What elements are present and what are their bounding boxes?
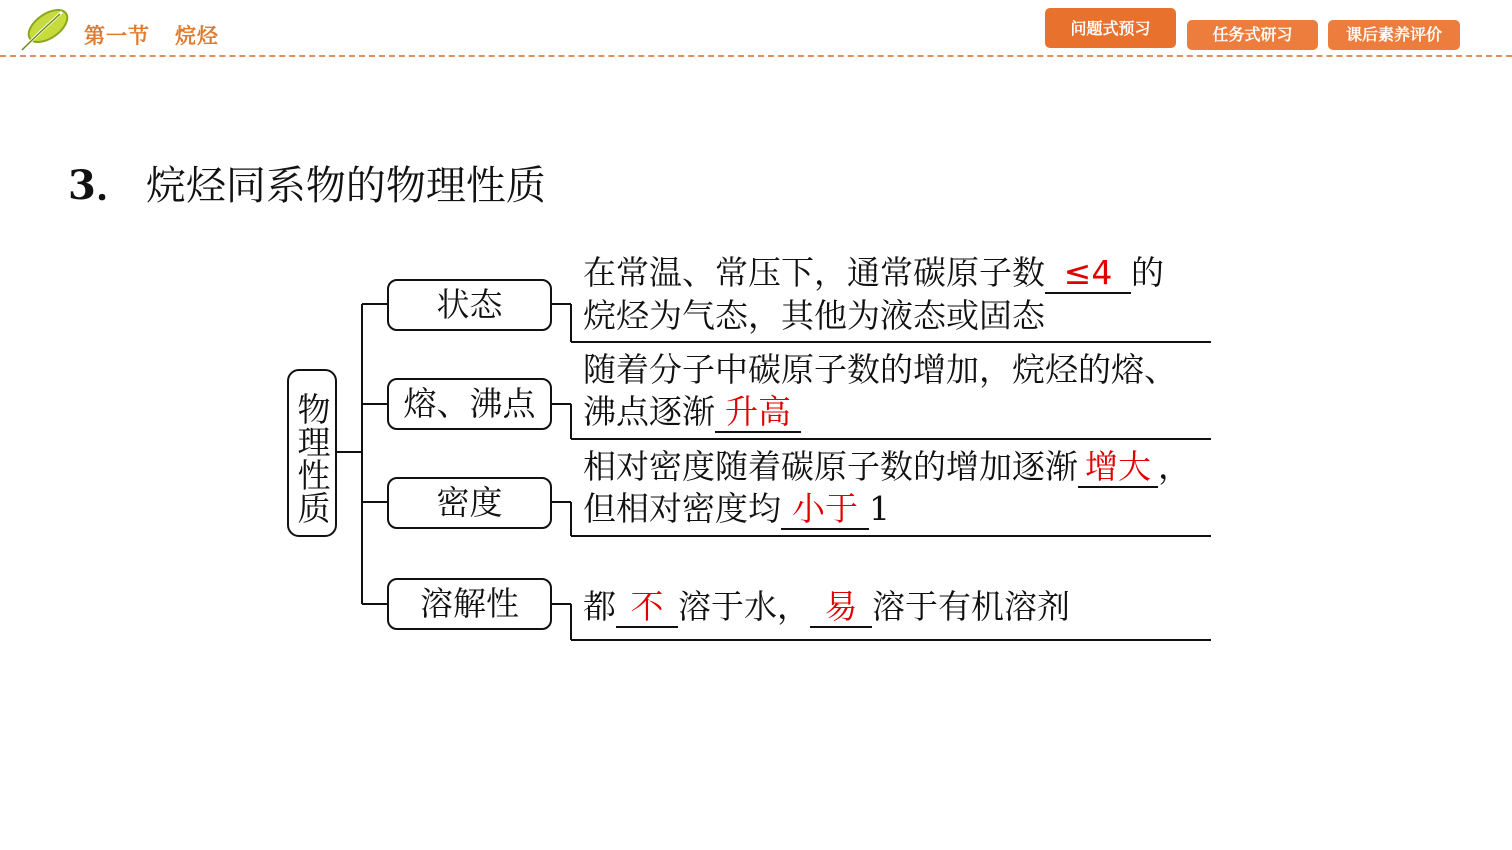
density-value-one: 1 <box>869 489 890 528</box>
tab-label: 课后素养评价 <box>1345 25 1442 44</box>
solubility-text-suffix: 溶于有机溶剂 <box>872 587 1070 626</box>
density-text-suffix: ， <box>1158 447 1191 486</box>
boiling-description-line2 <box>583 391 801 433</box>
root-node-physical-properties: 物理性质 <box>287 369 337 537</box>
state-description-line2: 烷烃为气态，其他为液态或固态 <box>583 296 1045 335</box>
boiling-text-prefix: 沸点逐渐 <box>583 392 715 431</box>
topic-label: 烷烃 <box>174 24 219 48</box>
state-text-suffix: 的 <box>1131 253 1164 292</box>
solubility-answer-blank-2: 易 <box>810 588 872 628</box>
category-state: 状态 <box>387 279 552 331</box>
section-number: 3． <box>68 162 136 209</box>
chapter-label: 第一节 <box>84 24 150 48</box>
density-description-line2 <box>583 488 890 530</box>
section-heading-text: 烷烃同系物的物理性质 <box>145 163 546 209</box>
solubility-description <box>583 586 1070 628</box>
state-answer-blank: ≤4 <box>1045 254 1131 294</box>
density-answer-blank-2: 小于 <box>781 490 869 530</box>
state-description-line1 <box>583 252 1164 294</box>
boiling-description-line1: 随着分子中碳原子数的增加，烷烃的熔、 <box>583 350 1177 389</box>
density-text-prefix-2: 但相对密度均 <box>583 489 781 528</box>
solubility-text-prefix: 都 <box>583 587 616 626</box>
solubility-answer-blank-1: 不 <box>616 588 678 628</box>
density-answer-blank-1: 增大 <box>1078 448 1158 488</box>
category-melting-boiling-point: 熔、沸点 <box>387 378 552 430</box>
tab-label: 问题式预习 <box>1070 19 1151 38</box>
solubility-text-middle: 溶于水， <box>678 587 810 626</box>
category-density: 密度 <box>387 477 552 529</box>
density-text-prefix: 相对密度随着碳原子数的增加逐渐 <box>583 447 1078 486</box>
category-solubility: 溶解性 <box>387 578 552 630</box>
tab-label: 任务式研习 <box>1212 25 1293 44</box>
density-description-line1 <box>583 446 1191 488</box>
state-text-prefix: 在常温、常压下，通常碳原子数 <box>583 253 1045 292</box>
boiling-answer-blank: 升高 <box>715 393 801 433</box>
